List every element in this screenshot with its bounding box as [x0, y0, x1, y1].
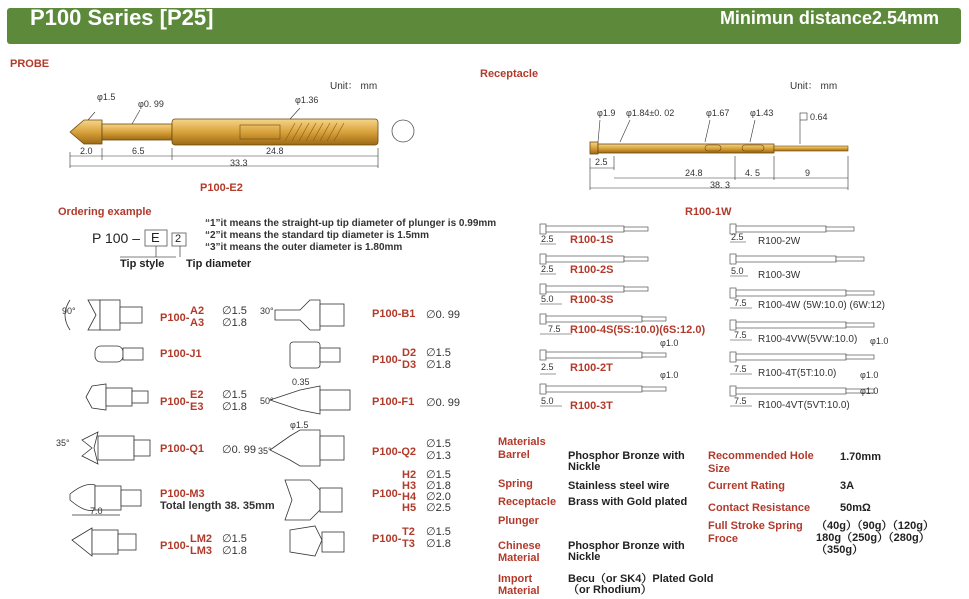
page-subtitle: Minimun distance2.54mm: [719, 8, 939, 28]
ordering-note-2: “2”it means the standard tip diameter is 1.5mm: [205, 230, 429, 241]
rec-left-4-label: R100-2T: [570, 362, 613, 374]
tip-icons-middle: [270, 300, 350, 556]
rec-left-1-dim: 2.5: [541, 264, 554, 274]
tip-d-codes: D2 D3: [402, 347, 417, 371]
rec-dim-l4: 9: [805, 168, 811, 178]
tip-f1: P100-F1: [372, 396, 415, 408]
tip-h-prefix: P100-: [372, 488, 402, 500]
tip-h-values: ∅1.5 ∅1.8 ∅2.0 ∅2.5: [426, 469, 451, 514]
probe-dim-l3: 24.8: [266, 146, 284, 156]
tip-a-angle: 90°: [62, 306, 76, 316]
rec-right-0-dim: 2.5: [731, 232, 744, 242]
rec-left-0-label: R100-1S: [570, 234, 614, 246]
tip-q1-value: ∅0. 99: [222, 444, 257, 456]
tip-lm-prefix: P100-: [160, 540, 190, 552]
materials-import-value: Becu（or SK4）Plated Gold （or Rhodium）: [568, 573, 714, 596]
ordering-tip-style: Tip style: [120, 258, 165, 270]
rec-right-4-phi: φ1.0: [860, 370, 879, 380]
rec-right-0-label: R100-2W: [758, 236, 801, 247]
rec-right-3-dim: 7.5: [734, 330, 747, 340]
rec-dim-l1: 2.5: [595, 157, 608, 167]
tip-f1-angle: 50°: [260, 396, 274, 406]
rec-right-4-dim: 7.5: [734, 364, 747, 374]
rec-dim-l3: 4. 5: [745, 168, 761, 178]
rec-dim-l2: 24.8: [685, 168, 703, 178]
rec-dim-d1: φ1.9: [597, 108, 616, 118]
rec-right-3-phi: φ1.0: [870, 336, 889, 346]
probe-dim-l1: 2.0: [80, 146, 93, 156]
materials-title: Materials: [498, 436, 546, 448]
spec-hole-value: 1.70mm: [840, 451, 881, 463]
tip-q2: P100-Q2: [372, 446, 417, 458]
tip-a-values: ∅1.5 ∅1.8: [222, 305, 247, 329]
rec-dim-sq: 0.64: [810, 112, 828, 122]
tip-f1-value: ∅0. 99: [426, 397, 461, 409]
rec-dim-l5: 38. 3: [710, 180, 731, 190]
rec-left-1-label: R100-2S: [570, 264, 614, 276]
materials-receptacle-key: Receptacle: [498, 496, 557, 508]
rec-right-1-label: R100-3W: [758, 270, 801, 281]
rec-left-5-label: R100-3T: [570, 400, 613, 412]
rec-right-3-label: R100-4VW(5VW:10.0): [758, 334, 858, 345]
tip-a-codes: A2 A3: [190, 305, 205, 329]
tip-q2-values: ∅1.5 ∅1.3: [426, 438, 451, 462]
tip-d-prefix: P100-: [372, 354, 402, 366]
rec-left-4-phi: φ1.0: [660, 338, 679, 348]
spec-hole-key: Recommended Hole Size: [708, 450, 814, 475]
ordering-prefix: P 100 –: [92, 230, 141, 246]
spec-resist-key: Contact Resistance: [708, 502, 811, 514]
tip-q1-angle: 35°: [56, 438, 70, 448]
tip-h-codes: H2 H3 H4 H5: [402, 469, 417, 514]
spec-force-value: （40g）（90g）（120g） 180g（250g）（280g） （350g）: [816, 520, 934, 556]
rec-right-5-dim: 7.5: [734, 396, 747, 406]
probe-section-title: PROBE: [10, 58, 50, 70]
rec-right-5-phi: φ1.0: [860, 386, 879, 396]
rec-left-2-label: R100-3S: [570, 294, 614, 306]
materials-receptacle-value: Brass with Gold plated: [568, 496, 688, 508]
ordering-tip-diameter: Tip diameter: [186, 258, 252, 270]
rec-left-4-dim: 2.5: [541, 362, 554, 372]
materials-chinese-value: Phosphor Bronze with Nickle: [568, 540, 685, 563]
tip-a-prefix: P100-: [160, 312, 190, 324]
rec-right-2-dim: 7.5: [734, 298, 747, 308]
probe-dim-d3: φ1.36: [295, 95, 319, 105]
tip-q1: P100-Q1: [160, 443, 205, 455]
ordering-note-3: “3”it means the outer diameter is 1.80mm: [205, 242, 403, 253]
spec-rating-key: Current Rating: [708, 480, 785, 492]
probe-dim-l4: 33.3: [230, 158, 248, 168]
materials-spring-key: Spring: [498, 478, 533, 490]
ordering-note-1: “1”it means the straight-up tip diameter of plunger is 0.99mm: [205, 218, 497, 229]
materials-chinese-key: Chinese Material: [498, 540, 541, 564]
rec-right-1-dim: 5.0: [731, 266, 744, 276]
tip-t-codes: T2 T3: [402, 526, 415, 550]
materials-barrel-value: Phosphor Bronze with Nickle: [568, 450, 685, 473]
rec-right-5-label: R100-4VT(5VT:10.0): [758, 400, 850, 411]
tip-lm-values: ∅1.5 ∅1.8: [222, 533, 247, 557]
rec-left-5-phi: φ1.0: [660, 370, 679, 380]
tip-d-values: ∅1.5 ∅1.8: [426, 347, 451, 371]
receptacle-unit: Unit： mm: [790, 81, 838, 92]
rec-left-3-dim: 7.5: [548, 324, 561, 334]
spec-rating-value: 3A: [840, 480, 855, 492]
tip-q2-angle: 35°: [258, 446, 272, 456]
receptacle-section-title: Receptacle: [480, 68, 539, 80]
ordering-box-style: E: [151, 230, 160, 245]
materials-barrel-key: Barrel: [498, 449, 530, 461]
ordering-title: Ordering example: [58, 206, 152, 218]
tip-t-prefix: P100-: [372, 533, 402, 545]
tip-m3-length: Total length 38. 35mm: [160, 500, 275, 512]
rec-right-4-label: R100-4T(5T:10.0): [758, 368, 837, 379]
probe-dim-d1: φ1.5: [97, 92, 116, 102]
materials-plunger-key: Plunger: [498, 515, 539, 527]
ordering-box-diameter: 2: [175, 233, 182, 245]
probe-dim-d2: φ0. 99: [138, 99, 164, 109]
tip-e-codes: E2 E3: [190, 389, 204, 413]
materials-import-key: Import Material: [498, 573, 540, 597]
rec-left-2-dim: 5.0: [541, 294, 554, 304]
probe-model: P100-E2: [200, 182, 243, 194]
probe-unit: Unit： mm: [330, 81, 378, 92]
rec-left-5-dim: 5.0: [541, 396, 554, 406]
tip-b1: P100-B1: [372, 308, 416, 320]
tip-f1-dim: 0.35: [292, 377, 310, 387]
tip-m3-dim: 7.0: [90, 506, 103, 516]
rec-dim-d2: φ1.84±0. 02: [626, 108, 675, 118]
tip-e-prefix: P100-: [160, 396, 190, 408]
page-title: P100 Series [P25]: [30, 5, 214, 30]
spec-resist-value: 50mΩ: [840, 502, 871, 514]
tip-q2-dim: φ1.5: [290, 420, 309, 430]
probe-dim-l2: 6.5: [132, 146, 145, 156]
tip-e-values: ∅1.5 ∅1.8: [222, 389, 247, 413]
tip-lm-codes: LM2 LM3: [190, 533, 212, 557]
rec-dim-d4: φ1.43: [750, 108, 774, 118]
spec-force-key: Full Stroke Spring Froce: [708, 520, 803, 545]
receptacle-model: R100-1W: [685, 206, 732, 218]
rec-left-3-label: R100-4S(5S:10.0)(6S:12.0): [570, 324, 706, 336]
materials-spring-value: Stainless steel wire: [568, 480, 670, 492]
tip-b1-angle: 30°: [260, 306, 274, 316]
tip-t-values: ∅1.5 ∅1.8: [426, 526, 451, 550]
tip-j1: P100-J1: [160, 348, 202, 360]
tip-icons-left: [65, 300, 150, 556]
tip-m3: P100-M3: [160, 488, 205, 500]
rec-dim-d3: φ1.67: [706, 108, 730, 118]
receptacle-drawing: [590, 113, 848, 190]
rec-right-2-label: R100-4W (5W:10.0) (6W:12): [758, 300, 885, 311]
rec-left-0-dim: 2.5: [541, 234, 554, 244]
tip-b1-value: ∅0. 99: [426, 309, 461, 321]
